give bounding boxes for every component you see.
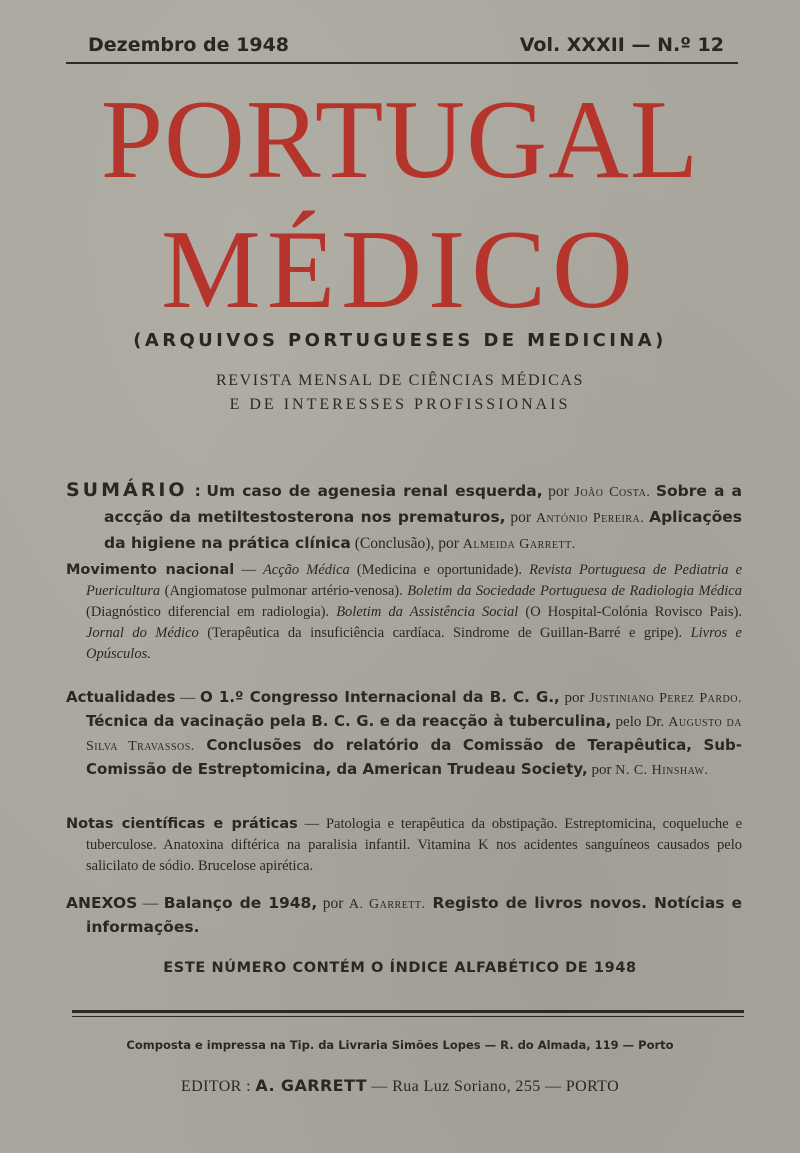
journal-jornal-medico: Jornal do Médico [86, 625, 199, 641]
notas-text: Patologia e terapêutica da obstipação. Estreptomicina, coqueluche e tuberculose. Anatoxina diftérica na paralisia infantil. Vitamina K nos acidentes sanguíneos causados pelo salicilato de sódio. Brucelose apirética. [86, 816, 743, 874]
notas-section [66, 814, 742, 877]
actualidades-dash: — [175, 690, 200, 706]
actualidades-article-2-author: Augusto da Silva Travassos. [86, 715, 743, 754]
editor-line [0, 1076, 800, 1096]
journal-accao-medica: Acção Médica [262, 562, 350, 578]
header-rule [66, 62, 738, 64]
sumario-colon: : [187, 482, 201, 500]
editor-name: A. GARRETT [255, 1076, 367, 1095]
anexos-item-2: Registo de livros novos. Notícias e informações. [86, 894, 743, 936]
sumario-article-3-author: Almeida Garrett. [462, 537, 576, 552]
actualidades-article-3-title: Conclusões do relatório da Comissão de Terapêutica, Sub-Comissão de Estreptomicina, da American Trudeau Society, [86, 736, 742, 778]
tagline-line1: REVISTA MENSAL DE CIÊNCIAS MÉDICAS [215, 372, 585, 389]
movimento-label: Movimento nacional [66, 562, 235, 578]
tagline-line2: E DE INTERESSES PROFISSIONAIS [229, 396, 571, 413]
movimento-topic-3: (Diagnóstico diferencial em radiologia). [86, 604, 337, 620]
notas-label: Notas científicas e práticas [66, 816, 298, 832]
issue-date: Dezembro de 1948 [88, 34, 290, 56]
anexos-dash: — [137, 895, 164, 912]
footer-rule-thin [72, 1016, 744, 1017]
editor-address: — Rua Luz Soriano, 255 — PORTO [367, 1078, 620, 1095]
editor-label: EDITOR : [180, 1078, 251, 1095]
actualidades-article-2-title: Técnica da vacinação pela B. C. G. e da reacção à tuberculina, [86, 712, 612, 730]
masthead-subtitle: (ARQUIVOS PORTUGUESES DE MEDICINA) [133, 330, 667, 351]
journal-boletim-radiologia: Boletim da Sociedade Portuguesa de Radiologia Médica [407, 583, 742, 599]
journal-boletim-assistencia: Boletim da Assistência Social [336, 604, 519, 620]
printer-imprint: Composta e impressa na Tip. da Livraria Simões Lopes — R. do Almada, 119 — Porto [126, 1038, 674, 1052]
actualidades-label: Actualidades [66, 688, 176, 706]
actualidades-section [66, 686, 742, 782]
actualidades-article-2-by: pelo Dr. [611, 714, 669, 730]
anexos-label: ANEXOS [66, 894, 138, 912]
sumario-article-2-author: António Pereira. [535, 511, 645, 526]
volume-number: Vol. XXXII — N.º 12 [519, 34, 724, 56]
anexos-item-1-by: por [317, 895, 349, 912]
indice-note: ESTE NÚMERO CONTÉM O ÍNDICE ALFABÉTICO DE 1948 [163, 960, 637, 976]
journal-revista-pediatria: Revista Portuguesa de Pediatria e Puericultura [86, 562, 743, 599]
movimento-topic-5: (Terapêutica da insuficiência cardíaca. Sindrome de Guillan-Barré e gripe). [198, 625, 691, 641]
sumario-article-1-title: Um caso de agenesia renal esquerda, [206, 482, 543, 500]
livros-opusculos: Livros e Opúsculos. [86, 625, 742, 662]
actualidades-article-3-by: por [587, 762, 616, 778]
sumario-article-2-by: por [510, 509, 532, 526]
notas-dash: — [297, 816, 326, 832]
sumario-section [66, 478, 742, 557]
anexos-section [66, 892, 742, 939]
movimento-topic-4: (O Hospital-Colónia Rovisco Pais). [518, 604, 742, 620]
sumario-article-2-title: Sobre a a accção da metiltestosterona nos prematuros, [104, 482, 742, 526]
anexos-item-1: Balanço de 1948, [163, 894, 318, 912]
movimento-topic-1: (Medicina e oportunidade). [349, 562, 530, 578]
masthead-title-line1: PORTUGAL [100, 78, 700, 202]
sumario-article-3-note: (Conclusão), por [354, 535, 459, 552]
sumario-label: SUMÁRIO [66, 479, 188, 501]
actualidades-article-3-author: N. C. Hinshaw. [615, 763, 709, 778]
masthead-title-line2: MÉDICO [161, 208, 639, 332]
sumario-article-1-author: João Costa. [574, 485, 651, 500]
footer-rule-thick [72, 1010, 744, 1013]
movimento-dash: — [234, 562, 263, 578]
sumario-article-3-title: Aplicações da higiene na prática clínica [104, 508, 743, 552]
actualidades-article-1-author: Justiniano Perez Pardo. [589, 691, 742, 706]
movimento-topic-2: (Angiomatose pulmonar artério-venosa). [160, 583, 408, 599]
sumario-article-1-by: por [548, 483, 569, 500]
movimento-section [66, 560, 742, 665]
anexos-item-1-author: A. Garrett. [348, 897, 426, 912]
actualidades-article-1-by: por [559, 690, 590, 706]
actualidades-article-1-title: O 1.º Congresso Internacional da B. C. G., [199, 688, 560, 706]
